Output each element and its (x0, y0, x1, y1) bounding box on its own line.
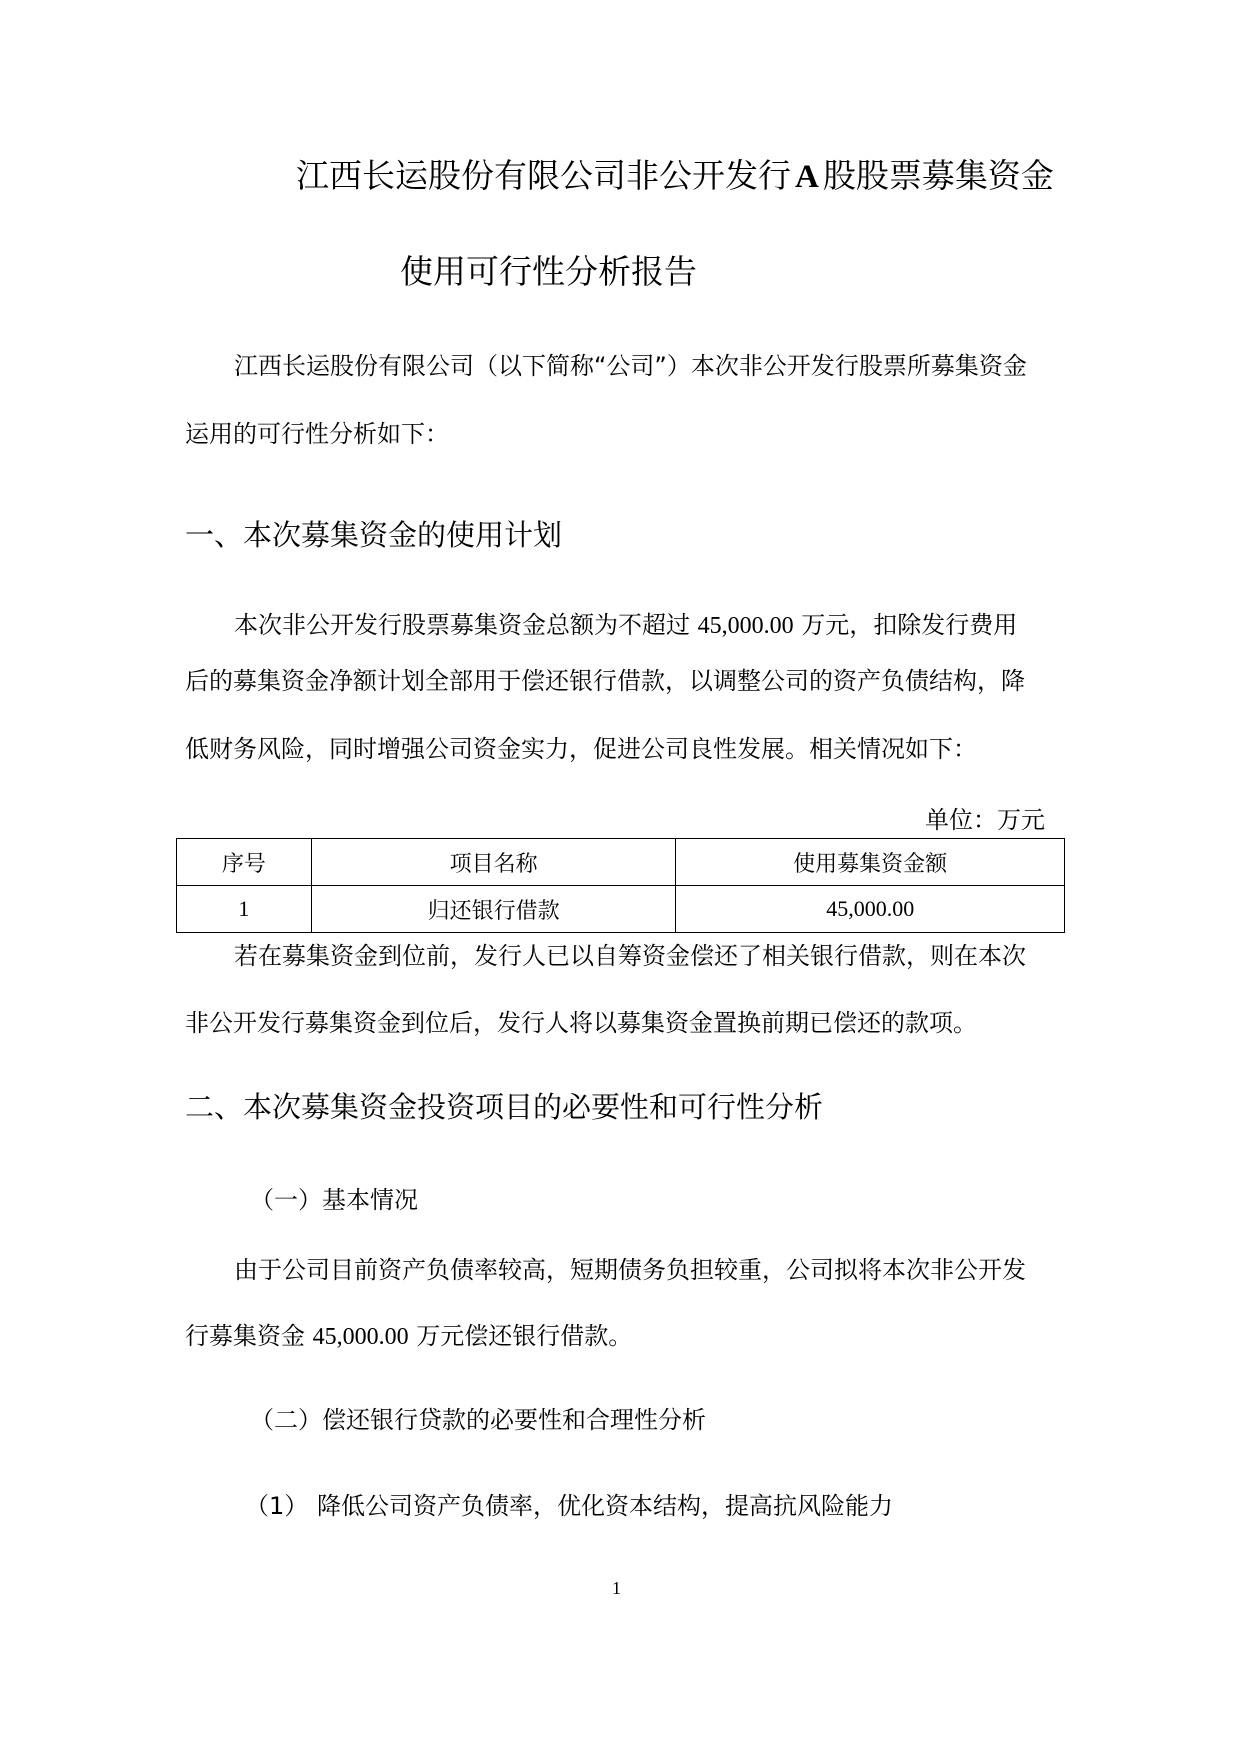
title-text-part: 江西长运股份有限公司非公开发行 (296, 156, 791, 195)
unit-label: 单位：万元 (925, 806, 1045, 834)
para-text: 万元偿还银行借款。 (408, 1322, 633, 1350)
para-text: 万元，扣除发行费用 (793, 611, 1018, 639)
section1-para1-line3: 低财务风险，同时增强公司资金实力，促进公司良性发展。相关情况如下： (185, 735, 977, 763)
table-cell: 45,000.00 (676, 886, 1065, 933)
para-text: 行募集资金 (185, 1322, 313, 1350)
section2-heading: 二、本次募集资金投资项目的必要性和可行性分析 (185, 1090, 824, 1124)
section2-sub1-para-line1: 由于公司目前资产负债率较高，短期债务负担较重，公司拟将本次非公开发 (234, 1256, 1026, 1284)
table-header-row (177, 839, 1065, 886)
amount-value: 45,000.00 (312, 1324, 409, 1350)
document-title-line2: 使用可行性分析报告 (400, 252, 697, 291)
table-cell: 归还银行借款 (311, 886, 676, 933)
title-text-part: 股股票募集资金 (822, 156, 1054, 195)
title-text-letter: A (795, 159, 819, 195)
table-cell: 1 (177, 886, 312, 933)
section2-sub2-heading: （二）偿还银行贷款的必要性和合理性分析 (250, 1406, 706, 1434)
document-title-line1 (296, 150, 1054, 197)
item1-text: 降低公司资产负债率，优化资本结构，提高抗风险能力 (317, 1492, 893, 1520)
table-header-cell: 使用募集资金额 (676, 839, 1065, 886)
para-text: 本次非公开发行股票募集资金总额为不超过 (234, 611, 698, 639)
section1-para1-line2: 后的募集资金净额计划全部用于偿还银行借款，以调整公司的资产负债结构，降 (185, 667, 1025, 695)
section2-sub1-heading: （一）基本情况 (250, 1186, 418, 1214)
table-header-cell: 序号 (177, 839, 312, 886)
section1-para1-line1 (234, 605, 1017, 640)
section2-sub1-para-line2 (185, 1316, 632, 1351)
section2-item1 (245, 1486, 893, 1521)
section1-para2-line1: 若在募集资金到位前，发行人已以自筹资金偿还了相关银行借款，则在本次 (234, 942, 1026, 970)
fund-usage-table (176, 838, 1065, 933)
amount-value: 45,000.00 (697, 613, 794, 639)
page-number: 1 (612, 1578, 621, 1598)
intro-paragraph-line1: 江西长运股份有限公司（以下简称“公司”）本次非公开发行股票所募集资金 (234, 352, 1027, 380)
table-row (177, 886, 1065, 933)
section1-heading: 一、本次募集资金的使用计划 (185, 518, 563, 552)
table-header-cell: 项目名称 (311, 839, 676, 886)
intro-paragraph-line2: 运用的可行性分析如下： (185, 420, 449, 448)
item1-marker: （1） (245, 1492, 309, 1520)
section1-para2-line2: 非公开发行募集资金到位后，发行人将以募集资金置换前期已偿还的款项。 (185, 1009, 977, 1037)
